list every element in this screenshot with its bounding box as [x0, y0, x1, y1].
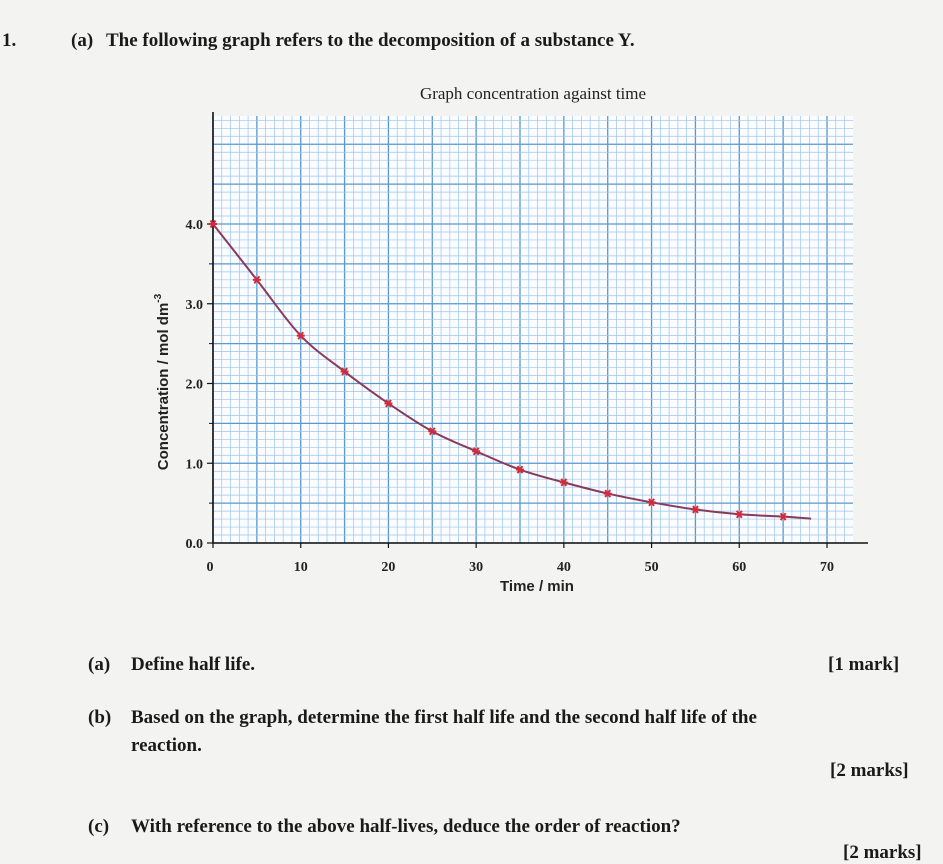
x-axis-title: Time / min — [500, 578, 574, 595]
part-c-marks: [2 marks] — [843, 842, 922, 863]
intro-label: (a) — [71, 30, 94, 51]
question-number: 1. — [2, 30, 17, 51]
part-b-text-line2: reaction. — [131, 735, 202, 756]
part-b-label: (b) — [88, 707, 112, 728]
part-b-text: Based on the graph, determine the first half life and the second half life of the — [131, 707, 757, 728]
y-tick-label: 2.0 — [185, 377, 203, 393]
part-c-text: With reference to the above half-lives, deduce the order of reaction? — [131, 816, 681, 837]
y-tick-label: 1.0 — [185, 457, 203, 473]
y-tick-label: 3.0 — [185, 297, 203, 313]
x-tick-label: 40 — [556, 560, 571, 575]
part-a-text: Define half life. — [131, 654, 256, 675]
x-tick-label: 60 — [732, 560, 747, 575]
part-c-label: (c) — [88, 816, 110, 837]
chart-grid — [213, 116, 853, 543]
y-axis-title-superscript: -3 — [153, 293, 164, 303]
part-a-marks: [1 mark] — [828, 654, 900, 675]
x-tick-label: 20 — [381, 560, 396, 575]
x-tick-label: 30 — [469, 560, 484, 575]
part-a-label: (a) — [88, 654, 111, 675]
y-axis-title-group — [153, 293, 172, 470]
y-tick-label: 4.0 — [185, 218, 203, 233]
part-b-marks: [2 marks] — [830, 760, 909, 781]
y-tick-label: 0.0 — [185, 537, 203, 552]
intro-text: The following graph refers to the decomposition of a substance Y. — [106, 30, 635, 51]
y-axis-title — [153, 293, 172, 470]
chart-title: Graph concentration against time — [419, 84, 647, 103]
y-axis-title-text: Concentration / mol dm — [155, 302, 172, 471]
x-tick-label: 50 — [644, 560, 659, 575]
x-tick-label: 10 — [293, 560, 308, 575]
x-tick-label: 0 — [206, 560, 214, 575]
x-tick-label: 70 — [820, 560, 834, 575]
